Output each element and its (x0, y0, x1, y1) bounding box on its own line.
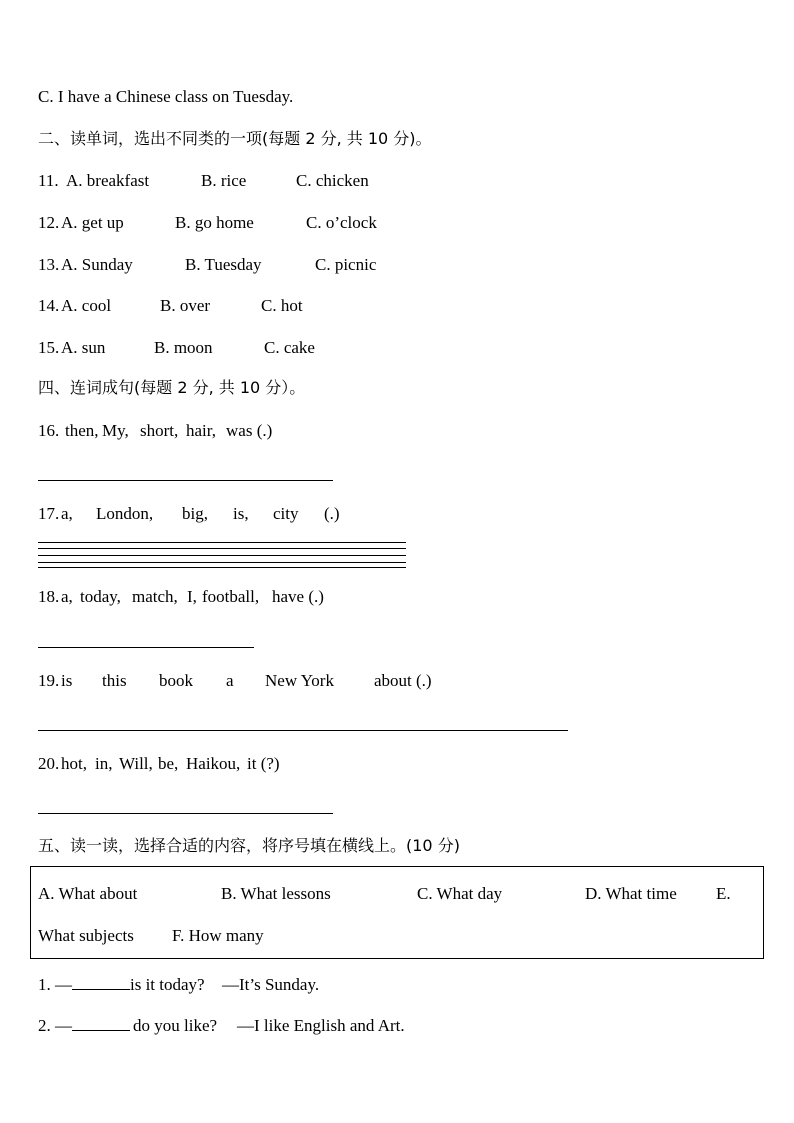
word: hair, (186, 421, 216, 440)
word: hot, (61, 754, 87, 773)
word: a, (61, 504, 73, 523)
option-c: C. o’clock (306, 213, 377, 232)
option-a: A. Sunday (61, 255, 133, 274)
question-number: 17. (38, 504, 60, 523)
word: I, (187, 587, 197, 606)
question-15 (38, 337, 315, 359)
question-number: 16. (38, 421, 60, 440)
question-number: 13. (38, 255, 60, 274)
word: is, (233, 504, 249, 523)
question-13 (38, 254, 376, 276)
answer-line (38, 542, 406, 543)
question-number: 18. (38, 587, 60, 606)
option-b: B. rice (201, 171, 247, 190)
question-16 (38, 420, 272, 442)
word: about (.) (374, 671, 432, 690)
option-a: A. sun (61, 338, 106, 357)
dialogue-question-1 (38, 973, 319, 996)
question-number: 19. (38, 671, 60, 690)
option-c: C. picnic (315, 255, 377, 274)
option-a: A. breakfast (66, 171, 150, 190)
answer-line (38, 647, 254, 648)
previous-option-c: C. I have a Chinese class on Tuesday. (38, 87, 294, 106)
answer-line (38, 480, 333, 481)
word: New York (265, 671, 334, 690)
choice-d: D. What time (585, 884, 677, 903)
word: My, (102, 421, 129, 440)
word: book (159, 671, 193, 690)
word: then, (65, 421, 99, 440)
option-a: A. get up (61, 213, 124, 232)
question-14 (38, 295, 303, 317)
question-20 (38, 753, 280, 775)
option-b: B. moon (154, 338, 213, 357)
answer-line (38, 548, 406, 549)
word: football, (202, 587, 260, 606)
question-number: 12. (38, 213, 60, 232)
word: is (61, 671, 73, 690)
word: match, (132, 587, 178, 606)
dialogue-question-2 (38, 1014, 405, 1037)
question-number: 20. (38, 754, 60, 773)
word: Will, (119, 754, 153, 773)
word: short, (140, 421, 179, 440)
answer-line (38, 730, 568, 731)
answer-line (38, 555, 406, 556)
answer-text: —I like English and Art. (237, 1016, 405, 1035)
word: Haikou, (186, 754, 241, 773)
answer-line (38, 813, 333, 814)
question-number: 14. (38, 296, 60, 315)
question-text: is it today? (130, 975, 205, 994)
word: city (273, 504, 299, 523)
answer-text: —It’s Sunday. (222, 975, 320, 994)
answer-line (38, 567, 406, 568)
choice-b: B. What lessons (221, 884, 331, 903)
question-19 (38, 670, 432, 692)
word: in, (95, 754, 113, 773)
word: London, (96, 504, 154, 523)
choice-c: C. What day (417, 884, 503, 903)
section-4-heading: 四、连词成句(每题 2 分, 共 10 分）。 (38, 378, 306, 397)
question-11 (38, 170, 369, 192)
option-a: A. cool (61, 296, 112, 315)
section-2-heading: 二、读单词，选出不同类的一项(每题 2 分, 共 10 分)。 (38, 129, 432, 148)
option-b: B. Tuesday (185, 255, 262, 274)
choices-row-2 (38, 925, 264, 947)
word: was (.) (226, 421, 273, 440)
question-number: 11. (38, 171, 59, 190)
word: (.) (324, 504, 340, 523)
option-c: C. chicken (296, 171, 369, 190)
question-number: 1. — (38, 975, 72, 994)
word: be, (158, 754, 179, 773)
choice-f: F. How many (172, 926, 264, 945)
word: have (.) (272, 587, 324, 606)
choice-e: E. (716, 884, 731, 903)
option-b: B. over (160, 296, 211, 315)
question-17 (38, 503, 340, 525)
choices-row-1 (38, 883, 731, 905)
word: big, (182, 504, 208, 523)
option-b: B. go home (175, 213, 254, 232)
choice-e-text: What subjects (38, 926, 134, 945)
fill-blank[interactable] (72, 973, 130, 990)
option-c: C. cake (264, 338, 315, 357)
word: it (?) (247, 754, 280, 773)
answer-line (38, 562, 406, 563)
choice-a: A. What about (38, 884, 138, 903)
fill-blank[interactable] (72, 1014, 130, 1031)
word: a, (61, 587, 73, 606)
option-c: C. hot (261, 296, 303, 315)
section-5-heading: 五、读一读，选择合适的内容，将序号填在横线上。(10 分) (38, 836, 460, 855)
question-text: do you like? (133, 1016, 218, 1035)
question-number: 2. — (38, 1016, 72, 1035)
word: this (102, 671, 127, 690)
question-18 (38, 586, 324, 608)
question-12 (38, 212, 377, 234)
word: today, (80, 587, 121, 606)
word: a (226, 671, 234, 690)
question-number: 15. (38, 338, 60, 357)
